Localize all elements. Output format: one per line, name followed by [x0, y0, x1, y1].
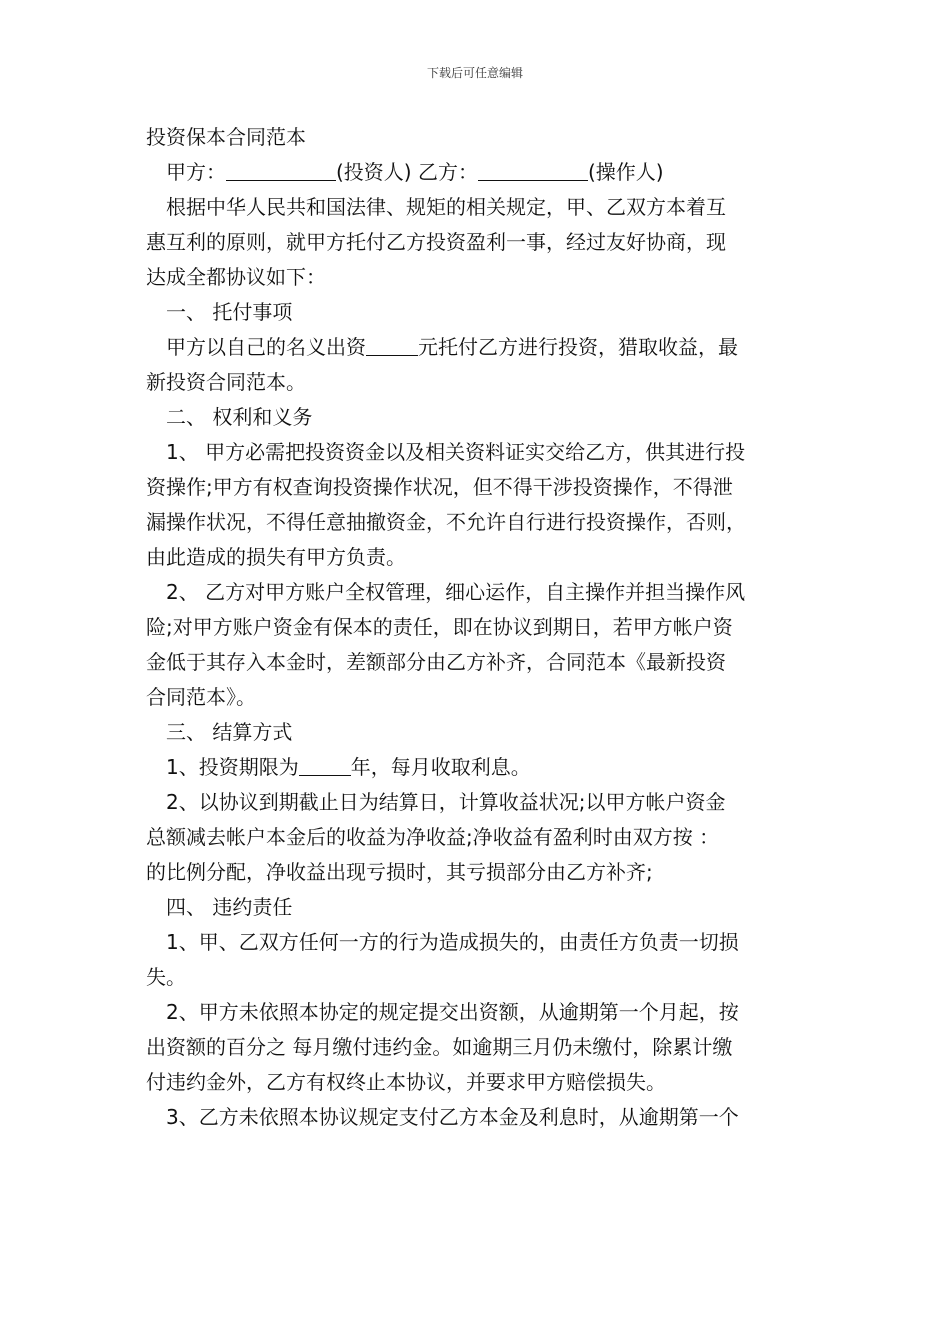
- party-line: [146, 155, 816, 190]
- section-4-item-2-line-2: 出资额的百分之 每月缴付违约金。如逾期三月仍未缴付，除累计缴: [146, 1035, 733, 1059]
- preamble-line-3: 达成全都协议如下：: [146, 265, 326, 289]
- party-a-blank: [226, 156, 336, 181]
- section-2-item-2-line-1: 2、 乙方对甲方账户全权管理，细心运作，自主操作并担当操作风: [166, 580, 746, 604]
- section-4-item-1-line-2: 失。: [146, 965, 186, 989]
- section-4-item-3-line-1: 3、乙方未依照本协议规定支付乙方本金及利息时，从逾期第一个: [166, 1105, 739, 1129]
- preamble-line-1: 根据中华人民共和国法律、规矩的相关规定，甲、乙双方本着互: [166, 195, 726, 219]
- party-b-role: (操作人): [587, 160, 664, 184]
- term-blank: [299, 751, 351, 776]
- section-1-text-after-blank: 元托付乙方进行投资，猎取收益，最: [418, 335, 738, 359]
- section-4-item-2-line-1: 2、甲方未依照本协定的规定提交出资额，从逾期第一个月起，按: [166, 1000, 739, 1024]
- section-4-item-1-line-1: 1、甲、乙双方任何一方的行为造成损失的，由责任方负责一切损: [166, 930, 739, 954]
- section-2-item-1-line-2: 资操作;甲方有权查询投资操作状况，但不得干涉投资操作，不得泄: [146, 475, 733, 499]
- section-3-item-1: [146, 750, 816, 785]
- party-a-label: 甲方：: [166, 160, 226, 184]
- section-3-item-1-before-blank: 1、投资期限为: [166, 755, 299, 779]
- section-1-line-1: [146, 330, 816, 365]
- amount-blank: [366, 331, 418, 356]
- section-2-item-2-line-2: 险;对甲方账户资金有保本的责任，即在协议到期日，若甲方帐户资: [146, 615, 733, 639]
- page-header: 下载后可任意编辑: [426, 66, 523, 80]
- section-1-text-before-blank: 甲方以自己的名义出资: [166, 335, 366, 359]
- section-3-item-1-after-blank: 年，每月收取利息。: [350, 755, 531, 779]
- party-a-role: (投资人) 乙方：: [336, 160, 478, 184]
- section-3-item-2-line-3: 的比例分配，净收益出现亏损时，其亏损部分由乙方补齐;: [146, 860, 653, 884]
- section-1-heading: 一、 托付事项: [166, 300, 293, 324]
- section-3-item-2-line-2: 总额减去帐户本金后的收益为净收益;净收益有盈利时由双方按 ：: [146, 825, 720, 849]
- document-body: [146, 120, 816, 1135]
- section-1-line-2: 新投资合同范本。: [146, 370, 306, 394]
- preamble-line-2: 惠互利的原则，就甲方托付乙方投资盈利一事，经过友好协商，现: [146, 230, 726, 254]
- section-2-heading: 二、 权利和义务: [166, 405, 313, 429]
- section-2-item-2-line-3: 金低于其存入本金时，差额部分由乙方补齐，合同范本《最新投资: [146, 650, 726, 674]
- party-b-blank: [478, 156, 588, 181]
- section-2-item-2-line-4: 合同范本》。: [146, 685, 256, 709]
- section-3-heading: 三、 结算方式: [166, 720, 293, 744]
- section-2-item-1-line-4: 由此造成的损失有甲方负责。: [146, 545, 406, 569]
- section-4-heading: 四、 违约责任: [166, 895, 293, 919]
- section-2-item-1-line-1: 1、 甲方必需把投资资金以及相关资料证实交给乙方，供其进行投: [166, 440, 746, 464]
- document-title: 投资保本合同范本: [146, 125, 306, 149]
- section-3-item-2-line-1: 2、以协议到期截止日为结算日，计算收益状况;以甲方帐户资金: [166, 790, 726, 814]
- section-4-item-2-line-3: 付违约金外，乙方有权终止本协议，并要求甲方赔偿损失。: [146, 1070, 666, 1094]
- section-2-item-1-line-3: 漏操作状况，不得任意抽撤资金，不允许自行进行投资操作，否则，: [146, 510, 746, 534]
